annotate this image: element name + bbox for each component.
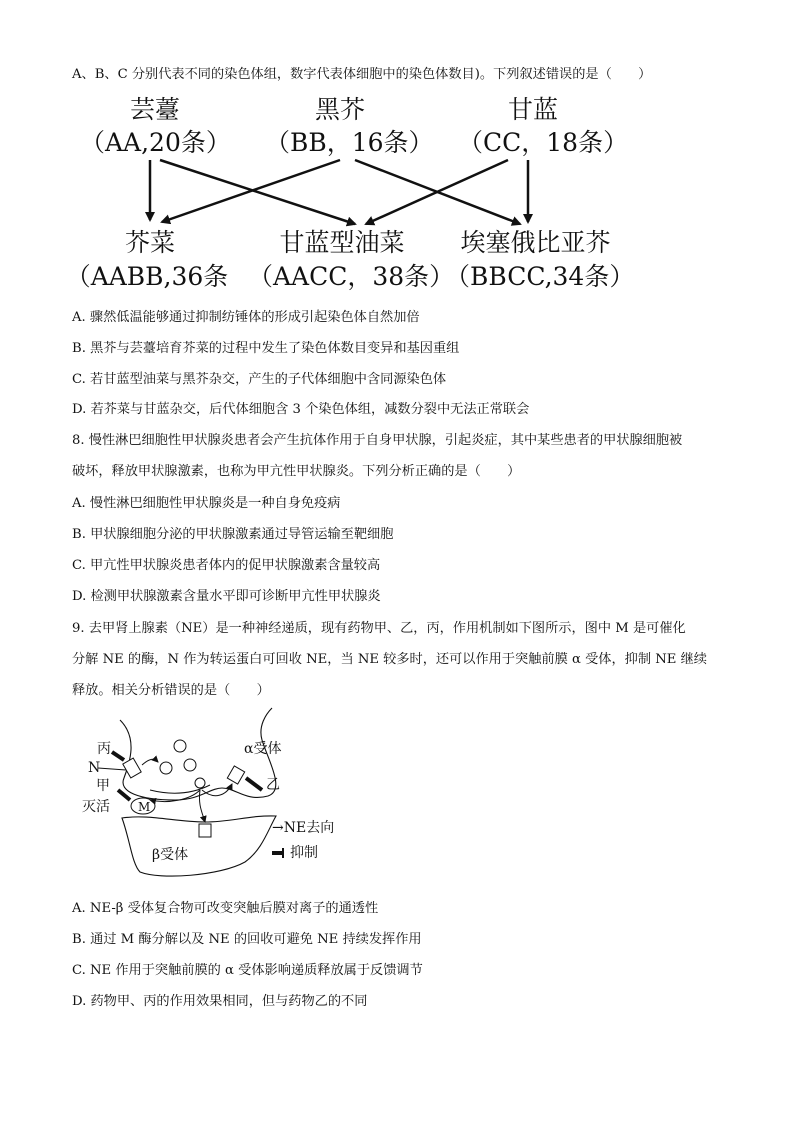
child1-info: （AABB,36条 (65, 262, 229, 291)
parent1-name: 芸薹 (129, 95, 180, 124)
vesicle (174, 740, 186, 752)
child2-info: （AACC，38条） (248, 262, 455, 291)
q9-option-a: A. NE-β 受体复合物可改变突触后膜对离子的通透性 (72, 901, 379, 916)
q8-stem-line2: 破坏，释放甲状腺激素，也称为甲亢性甲状腺炎。下列分析正确的是（ ） (72, 464, 521, 479)
label-miehuo: 灭活 (82, 799, 110, 815)
q7-intro: A、B、C 分别代表不同的染色体组，数字代表体细胞中的染色体数目)。下列叙述错误的是（ ） (72, 67, 652, 82)
q9-stem-line3: 释放。相关分析错误的是（ ） (72, 683, 270, 698)
parent1-info: （AA,20条） (80, 128, 231, 157)
ne-to-alpha-arrow (202, 784, 232, 796)
child3-info: （BBCC,34条） (445, 262, 635, 291)
vesicle (160, 762, 172, 774)
child2-name: 甘蓝型油菜 (279, 228, 405, 257)
label-alpha: α受体 (244, 741, 282, 757)
child1-name: 芥菜 (124, 228, 175, 257)
label-jia: 甲 (96, 778, 110, 794)
parent2-name: 黑芥 (314, 95, 365, 124)
q7-option-d: D. 若芥菜与甘蓝杂交，后代体细胞含 3 个染色体组，减数分裂中无法正常联会 (72, 402, 530, 417)
q8-stem-line1: 8. 慢性淋巴细胞性甲状腺炎患者会产生抗体作用于自身甲状腺，引起炎症，其中某些患者的甲状腺细胞被 (72, 433, 683, 448)
vesicle (184, 759, 196, 771)
q9-stem-line1: 9. 去甲肾上腺素（NE）是一种神经递质，现有药物甲、乙，丙，作用机制如下图所示，图中 M 是可催化 (72, 621, 686, 636)
q9-stem-line2: 分解 NE 的酶，N 作为转运蛋白可回收 NE，当 NE 较多时，还可以作用于突触前膜 α 受体，抑制 NE 继续 (72, 652, 707, 667)
label-n: N (88, 760, 101, 776)
label-yi: 乙 (266, 777, 280, 793)
q7-option-b: B. 黑芥与芸薹培育芥菜的过程中发生了染色体数目变异和基因重组 (72, 341, 460, 356)
label-m: M (138, 800, 151, 814)
legend-inhibit-label: 抑制 (290, 845, 318, 861)
parent2-info: （BB，16条） (265, 128, 434, 157)
vesicle (195, 778, 205, 788)
beta-receptor (199, 824, 211, 837)
label-beta: β受体 (152, 847, 189, 863)
q8-option-c: C. 甲亢性甲状腺炎患者体内的促甲状腺激素含量较高 (72, 558, 381, 573)
n-pointer (98, 768, 126, 770)
q7-option-c: C. 若甘蓝型油菜与黑芥杂交，产生的子代体细胞中含同源染色体 (72, 372, 447, 387)
q8-option-b: B. 甲状腺细胞分泌的甲状腺激素通过导管运输至靶细胞 (72, 527, 394, 542)
q9-option-b: B. 通过 M 酶分解以及 NE 的回收可避免 NE 持续发挥作用 (72, 932, 422, 947)
inhibitor-bing-icon (112, 752, 124, 760)
child3-name: 埃塞俄比亚芥 (460, 228, 611, 257)
q8-option-a: A. 慢性淋巴细胞性甲状腺炎是一种自身免疫病 (72, 496, 341, 511)
legend-ne-direction: →NE去向 (272, 820, 335, 836)
label-bing: 丙 (97, 741, 111, 757)
reuptake-arrow (142, 759, 158, 765)
q7-option-a: A. 骤然低温能够通过抑制纺锤体的形成引起染色体自然加倍 (72, 310, 420, 325)
alpha-receptor (227, 766, 244, 784)
inhibitor-yi-icon (246, 778, 262, 790)
parent3-info: （CC，18条） (458, 128, 629, 157)
q9-option-c: C. NE 作用于突触前膜的 α 受体影响递质释放属于反馈调节 (72, 963, 423, 978)
cleft-line (150, 785, 210, 793)
parent3-name: 甘蓝 (507, 95, 558, 124)
q9-option-d: D. 药物甲、丙的作用效果相同，但与药物乙的不同 (72, 994, 368, 1009)
q8-option-d: D. 检测甲状腺激素含量水平即可诊断甲亢性甲状腺炎 (72, 589, 381, 604)
